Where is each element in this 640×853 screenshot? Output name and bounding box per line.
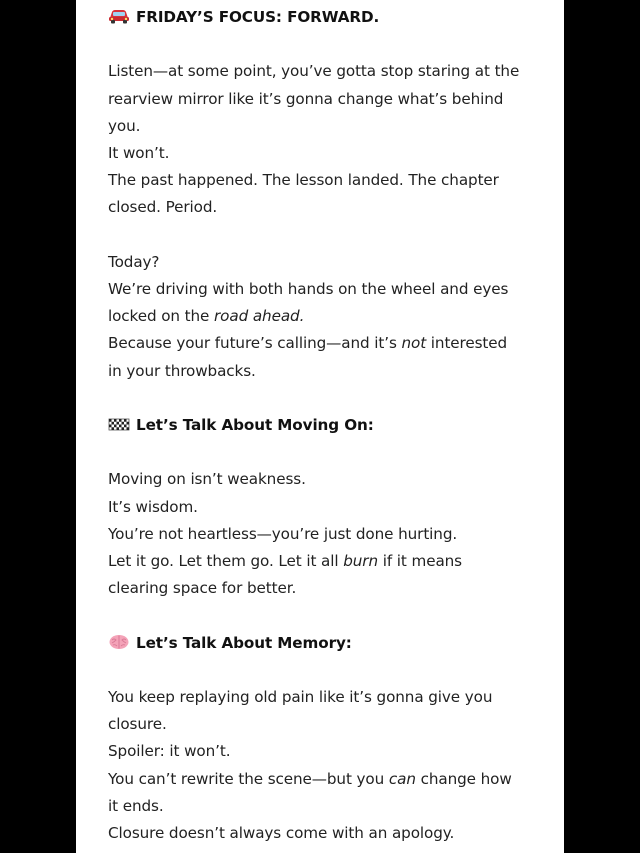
moving-on-line-3: You’re not heartless—you’re just done hurting. (108, 524, 458, 543)
intro-line-3: you. (108, 116, 141, 135)
memory-heading-text: Let’s Talk About Memory: (136, 633, 352, 652)
memory-line-6: Closure doesn’t always come with an apology. (108, 824, 455, 842)
red-car-emoji-icon (108, 8, 130, 24)
moving-on-heading (108, 412, 548, 439)
checkered-flag-emoji-icon (108, 416, 130, 432)
today-line-2: We’re driving with both hands on the wheel and eyes (108, 280, 509, 298)
memory-line-3: Spoiler: it won’t. (108, 742, 231, 761)
memory-line-2: closure. (108, 715, 167, 734)
spacer (108, 439, 548, 466)
spacer (108, 602, 548, 629)
spacer (108, 31, 548, 58)
moving-on-line-2: It’s wisdom. (108, 497, 198, 516)
memory-line-4-text-b: change how (415, 769, 512, 788)
memory-line-4-text-a: You can’t rewrite the scene—but you (108, 769, 389, 788)
spacer (108, 657, 548, 684)
document-page (76, 0, 564, 853)
memory-line-4 (108, 766, 548, 793)
brain-emoji-icon (108, 634, 130, 650)
moving-on-line-4 (108, 548, 548, 575)
intro-line-6: closed. Period. (108, 198, 218, 217)
memory-line-1: You keep replaying old pain like it’s gonna give you (108, 687, 493, 706)
intro-line-2: rearview mirror like it’s gonna change what’s behind (108, 89, 504, 108)
today-line-3 (108, 303, 548, 330)
title-text: FRIDAY’S FOCUS: FORWARD. (136, 8, 380, 26)
moving-on-line-5: clearing space for better. (108, 579, 297, 598)
today-line-5: in your throwbacks. (108, 361, 256, 380)
memory-line-4-emphasis: can (388, 769, 416, 788)
today-line-3-text: locked on the (108, 307, 215, 326)
memory-heading (108, 630, 548, 657)
intro-line-4: It won’t. (108, 144, 170, 162)
moving-on-line-1: Moving on isn’t weakness. (108, 470, 306, 489)
today-line-1: Today? (108, 252, 160, 271)
moving-on-line-4-emphasis: burn (343, 552, 378, 570)
intro-line-5: The past happened. The lesson landed. The chapter (108, 171, 499, 190)
today-line-4-text-a: Because your future’s calling—and it’s (108, 334, 402, 353)
moving-on-heading-text: Let’s Talk About Moving On: (136, 416, 374, 434)
today-line-4 (108, 330, 548, 357)
today-line-4-emphasis: not (401, 334, 427, 353)
today-line-4-text-b: interested (426, 334, 508, 353)
memory-line-5: it ends. (108, 796, 164, 815)
title-heading (108, 4, 548, 31)
spacer (108, 222, 548, 249)
moving-on-line-4-text-a: Let it go. Let them go. Let it all (108, 552, 344, 570)
moving-on-line-4-text-b: if it means (377, 552, 462, 570)
today-line-3-emphasis: road ahead. (214, 307, 305, 326)
spacer (108, 385, 548, 412)
post-body (108, 4, 548, 847)
intro-line-1: Listen—at some point, you’ve gotta stop staring at the (108, 62, 520, 81)
